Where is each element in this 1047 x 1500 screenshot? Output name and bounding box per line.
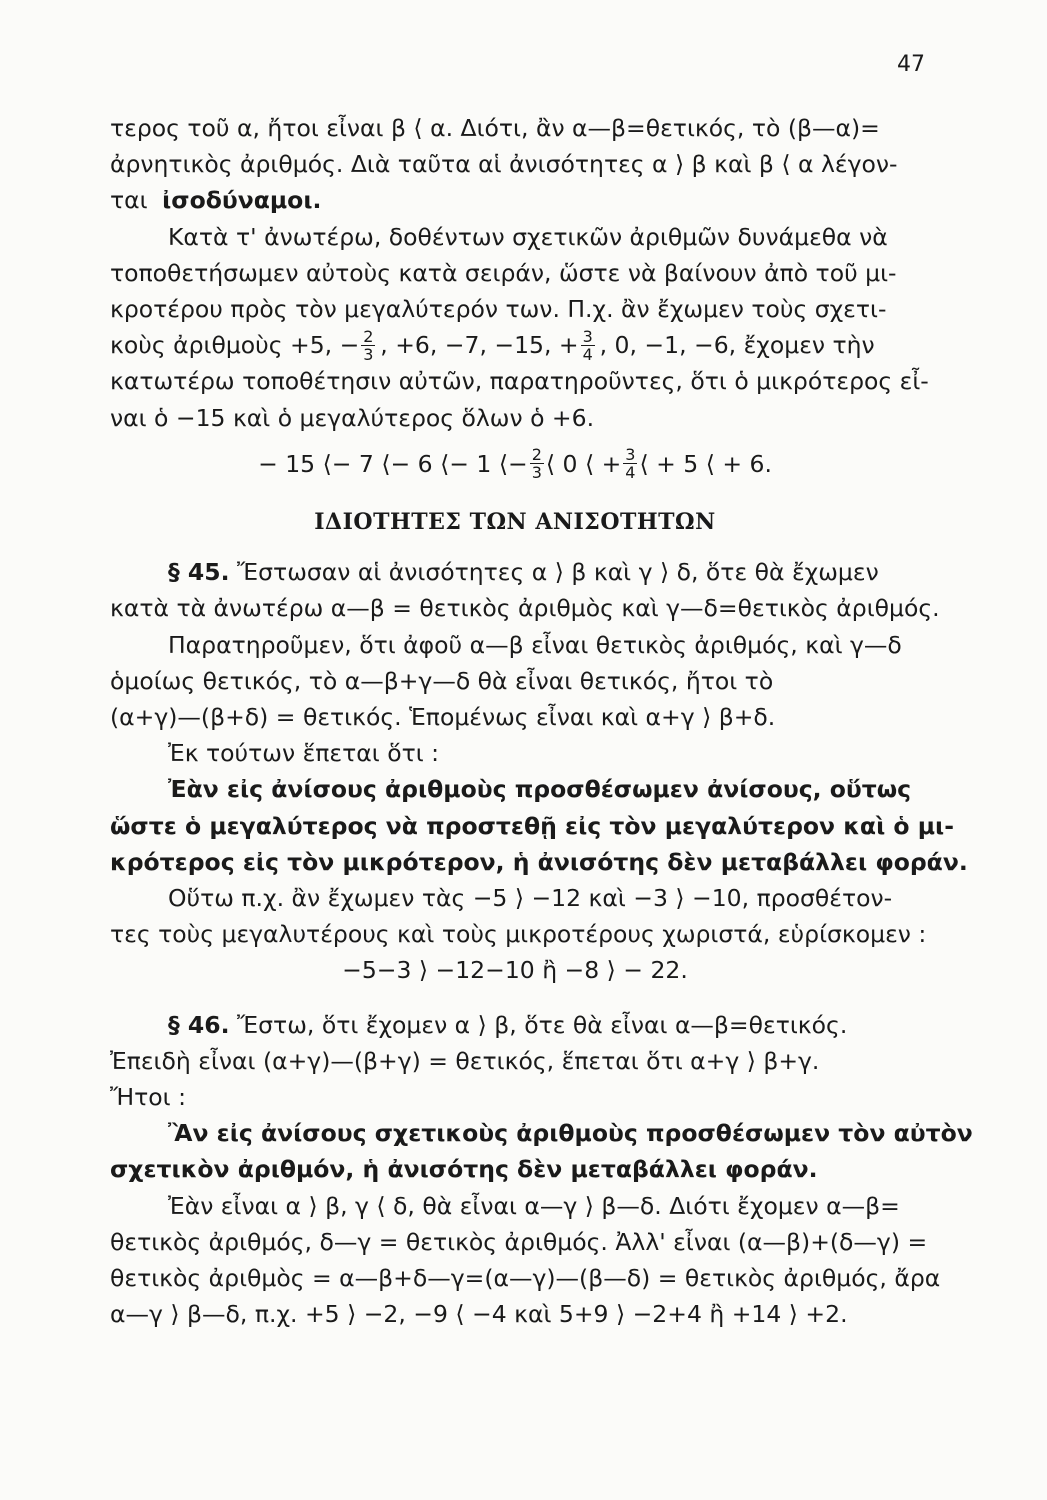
text-line — [110, 663, 920, 699]
text-span: ὥστε ὁ μεγαλύτερος νὰ προστεθῇ εἰς τὸν μεγαλύτερον καὶ ὁ μι- — [110, 811, 954, 840]
text-line — [110, 1043, 920, 1079]
text-line — [110, 735, 920, 771]
text-span: κροτέρου πρὸς τὸν μεγαλύτερόν των. Π.χ. ἂν ἔχωμεν τοὺς σχετι- — [110, 295, 887, 324]
page-body — [110, 110, 973, 1333]
text-span: Ἐὰν εἰς ἀνίσους ἀριθμοὺς προσθέσωμεν ἀνίσους, οὕτως — [168, 775, 912, 804]
text-span: κατὰ τὰ ἀνωτέρω α—β = θετικὸς ἀριθμὸς καὶ γ—δ=θετικὸς ἀριθμός. — [110, 594, 940, 623]
text-line — [110, 916, 927, 952]
text-line — [110, 1224, 928, 1260]
text-span: ναι ὁ −15 καὶ ὁ μεγαλύτερος ὅλων ὁ +6. — [110, 403, 595, 432]
text-line — [110, 627, 920, 663]
fraction-denominator: 3 — [363, 344, 374, 364]
fraction-numerator: 3 — [582, 326, 593, 346]
rule-text — [110, 844, 968, 880]
text-span: κοὺς ἀριθμοὺς +5, − — [110, 331, 360, 360]
text-line — [110, 400, 920, 436]
text-span: ὁμοίως θετικός, τὸ α—β+γ—δ θὰ εἶναι θετικός, ἤτοι τὸ — [110, 666, 774, 695]
example-equation — [110, 952, 920, 988]
text-span: Ἤτοι : — [110, 1083, 186, 1112]
text-span: , +6, −7, −15, + — [380, 331, 579, 360]
text-span: κατωτέρω τοποθέτησιν αὐτῶν, παρατηροῦντες, ὅτι ὁ μικρότερος εἶ- — [110, 367, 929, 396]
text-line — [110, 327, 920, 363]
text-span: σχετικὸν ἀριθμόν, ἡ ἀνισότης δὲν μεταβάλλει φοράν. — [110, 1155, 818, 1184]
fraction-numerator: 3 — [625, 445, 636, 465]
text-span: (α+γ)—(β+δ) = θετικός. Ἑπομένως εἶναι καὶ α+γ ⟩ β+δ. — [110, 703, 776, 732]
text-line — [110, 699, 920, 735]
fraction-numerator: 2 — [531, 445, 542, 465]
fraction-numerator: 2 — [363, 326, 374, 346]
text-span: ⟨ + 5 ⟨ + 6. — [639, 449, 772, 478]
fraction — [623, 446, 637, 481]
text-line — [110, 291, 920, 327]
text-span: Ἔστωσαν αἱ ἀνισότητες α ⟩ β καὶ γ ⟩ δ, ὅτε θὰ ἔχωμεν — [237, 558, 879, 587]
text-span: θετικὸς ἀριθμός, δ—γ = θετικὸς ἀριθμός. Ἀλλ' εἶναι (α—β)+(δ—γ) = — [110, 1227, 928, 1256]
section-heading: ΙΔΙΟΤΗΤΕΣ ΤΩΝ ΑΝΙΣΟΤΗΤΩΝ — [314, 509, 716, 536]
text-span: −5−3 ⟩ −12−10 ἢ −8 ⟩ − 22. — [342, 956, 688, 985]
rule-text — [110, 1115, 973, 1151]
text-span: ⟨ 0 ⟨ + — [545, 449, 622, 478]
text-span: τες τοὺς μεγαλυτέρους καὶ τοὺς μικροτέρους χωριστά, εὑρίσκομεν : — [110, 920, 927, 949]
ordered-inequality — [110, 446, 920, 482]
text-span: − 15 ⟨− 7 ⟨− 6 ⟨− 1 ⟨− — [258, 449, 528, 478]
text-span: ται — [110, 186, 156, 215]
term-isodynamoi: ἰσοδύναμοι. — [162, 186, 322, 215]
text-span: τερος τοῦ α, ἤτοι εἶναι β ⟨ α. Διότι, ἂν α—β=θετικός, τὸ (β—α)= — [110, 114, 880, 142]
text-line — [110, 1079, 920, 1115]
rule-text — [110, 808, 954, 844]
text-span: Οὕτω π.χ. ἂν ἔχωμεν τὰς −5 ⟩ −12 καὶ −3 ⟩ −10, προσθέτον- — [168, 884, 893, 913]
text-line — [110, 363, 929, 399]
text-span — [168, 1007, 847, 1043]
text-line — [110, 219, 920, 255]
text-span: , 0, −1, −6, ἔχομεν τὴν — [599, 331, 875, 360]
text-line — [110, 590, 940, 626]
text-span: Ἂν εἰς ἀνίσους σχετικοὺς ἀριθμοὺς προσθέσωμεν τὸν αὐτὸν — [168, 1119, 973, 1148]
text-span: κρότερος εἰς τὸν μικρότερον, ἡ ἀνισότης δὲν μεταβάλλει φοράν. — [110, 847, 968, 876]
text-line — [110, 1260, 941, 1296]
text-span: α—γ ⟩ β—δ, π.χ. +5 ⟩ −2, −9 ⟨ −4 καὶ 5+9 ⟩ −2+4 ἢ +14 ⟩ +2. — [110, 1300, 848, 1329]
text-line — [110, 1296, 920, 1332]
fraction-denominator: 4 — [582, 344, 593, 364]
text-span: Ἐὰν εἶναι α ⟩ β, γ ⟨ δ, θὰ εἶναι α—γ ⟩ β—δ. Διότι ἔχομεν α—β= — [168, 1191, 900, 1220]
text-line — [110, 146, 920, 182]
section-number: § 45. — [168, 558, 230, 587]
text-line — [110, 880, 920, 916]
text-line — [110, 182, 920, 218]
section-number: § 46. — [168, 1010, 230, 1039]
text-line — [110, 110, 920, 146]
text-line — [110, 255, 920, 291]
text-line — [110, 554, 920, 590]
rule-text — [110, 1151, 920, 1187]
text-span: Ἔστω, ὅτι ἔχομεν α ⟩ β, ὅτε θὰ εἶναι α—β=θετικός. — [237, 1010, 848, 1039]
fraction-denominator: 4 — [625, 463, 636, 483]
text-span: Κατὰ τ' ἀνωτέρω, δοθέντων σχετικῶν ἀριθμῶν δυνάμεθα νὰ — [168, 222, 888, 251]
text-span: τοποθετήσωμεν αὐτοὺς κατὰ σειράν, ὥστε νὰ βαίνουν ἀπὸ τοῦ μι- — [110, 258, 897, 287]
text-span: Ἐκ τούτων ἕπεται ὅτι : — [168, 739, 440, 768]
fraction — [361, 328, 375, 363]
fraction — [581, 328, 595, 363]
text-line — [110, 1007, 920, 1043]
text-span: Ἐπειδὴ εἶναι (α+γ)—(β+γ) = θετικός, ἕπεται ὅτι α+γ ⟩ β+γ. — [110, 1046, 820, 1075]
text-line — [110, 1188, 920, 1224]
rule-text — [110, 771, 920, 807]
text-span: ἀρνητικὸς ἀριθμός. Διὰ ταῦτα αἱ ἀνισότητες α ⟩ β καὶ β ⟨ α λέγον- — [110, 150, 898, 179]
text-span — [168, 554, 879, 590]
fraction-denominator: 3 — [531, 463, 542, 483]
text-span: θετικὸς ἀριθμὸς = α—β+δ—γ=(α—γ)—(β—δ) = θετικὸς ἀριθμός, ἄρα — [110, 1264, 941, 1293]
text-span: Παρατηροῦμεν, ὅτι ἀφοῦ α—β εἶναι θετικὸς ἀριθμός, καὶ γ—δ — [168, 630, 902, 659]
fraction — [530, 446, 544, 481]
page-number: 47 — [897, 52, 925, 77]
